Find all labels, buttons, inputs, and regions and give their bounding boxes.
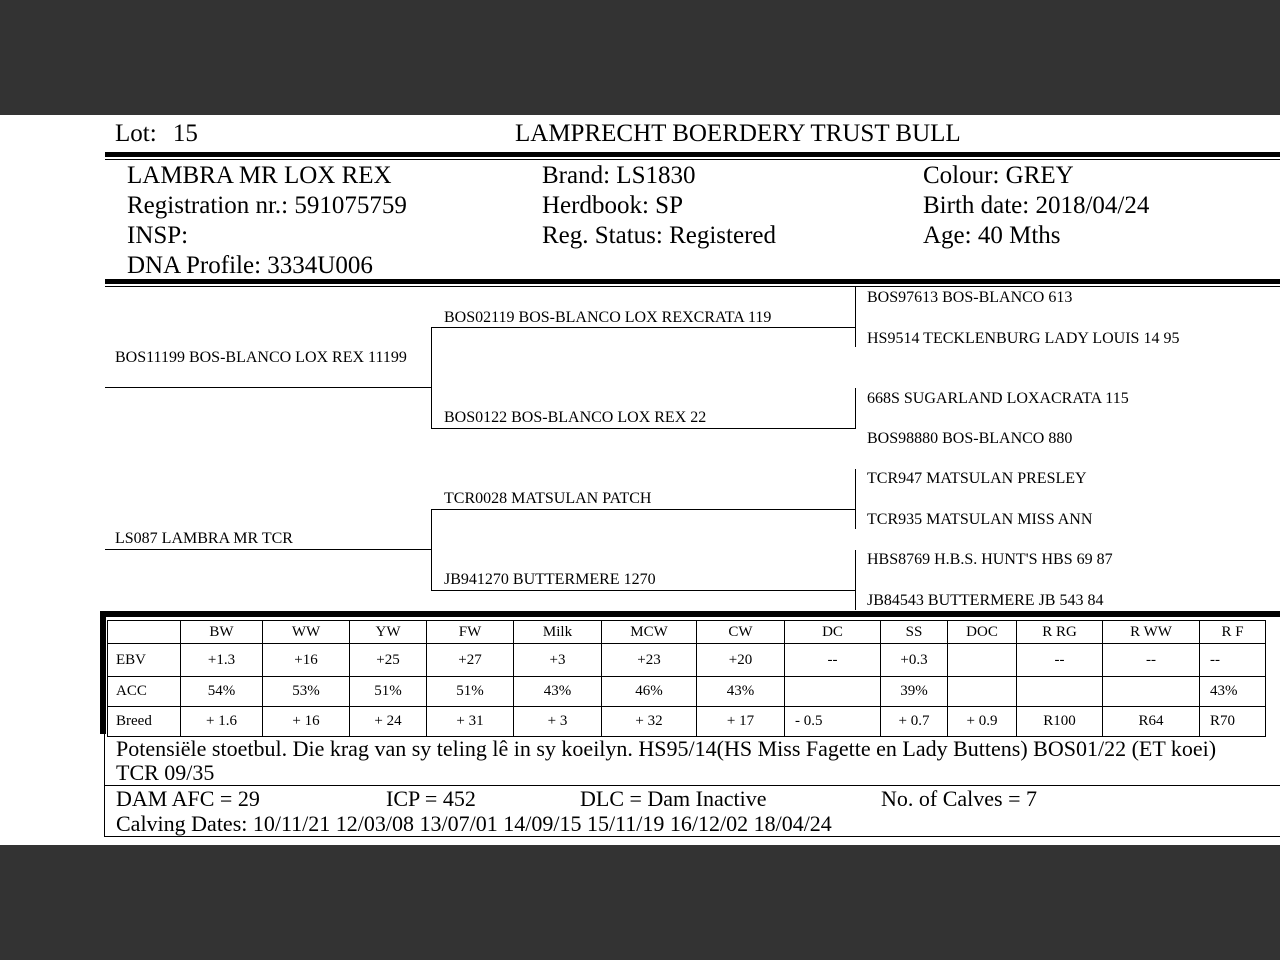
ebv-row-label: EBV	[108, 644, 181, 677]
ebv-cell: --	[1200, 644, 1266, 677]
ebv-cell: --	[785, 644, 881, 677]
ebv-cell: + 3	[514, 707, 602, 737]
dam-info-bottom	[104, 836, 1280, 837]
page-title: LAMPRECHT BOERDERY TRUST BULL	[515, 120, 961, 147]
sire-sire-line	[431, 327, 855, 328]
ebv-cell: 51%	[350, 677, 427, 707]
ebv-cell: + 24	[350, 707, 427, 737]
lot-number: 15	[172, 120, 198, 147]
ebv-cell: +20	[697, 644, 785, 677]
info-rule-thin	[105, 286, 1280, 287]
ebv-cell: 39%	[881, 677, 948, 707]
ebv-cell: + 1.6	[181, 707, 263, 737]
ebv-cell: 46%	[602, 677, 697, 707]
dam-icp: ICP = 452	[386, 786, 476, 811]
ebv-cell	[1103, 677, 1200, 707]
dam-sire-line	[431, 509, 855, 510]
herdbook: Herdbook: SP	[542, 192, 683, 219]
pedigree-ggp-7: HBS8769 H.B.S. HUNT'S HBS 69 87	[867, 551, 1113, 568]
dam-calves: No. of Calves = 7	[881, 786, 1037, 811]
dam-afc: DAM AFC = 29	[116, 786, 260, 811]
comment-line-1: Potensiële stoetbul. Die krag van sy teling lê in sy koeilyn. HS95/14(HS Miss Fagette en Lady Buttens) BOS01/22 (ET koei)	[116, 736, 1217, 761]
registration-number: Registration nr.: 591075759	[127, 192, 407, 219]
table-rule-top	[100, 611, 1280, 617]
pedigree-sire: BOS11199 BOS-BLANCO LOX REX 11199	[115, 349, 407, 366]
pedigree-ggp-2: HS9514 TECKLENBURG LADY LOUIS 14 95	[867, 330, 1180, 347]
ebv-header-cell: YW	[350, 621, 427, 644]
acc-row	[108, 677, 1266, 707]
ebv-cell: +25	[350, 644, 427, 677]
ebv-cell: 43%	[514, 677, 602, 707]
ggp-bracket-4	[855, 550, 856, 610]
ebv-cell	[1017, 677, 1103, 707]
ebv-cell: 54%	[181, 677, 263, 707]
catalogue-page	[0, 115, 1280, 845]
calving-dates: Calving Dates: 10/11/21 12/03/08 13/07/01 14/09/15 15/11/19 16/12/02 18/04/24	[116, 811, 832, 836]
ggp-bracket-3	[855, 469, 856, 529]
sire-dam-line	[431, 428, 855, 429]
insp: INSP:	[127, 222, 189, 249]
birth-date: Birth date: 2018/04/24	[923, 192, 1150, 219]
ebv-cell: --	[1103, 644, 1200, 677]
ebv-cell: 53%	[263, 677, 350, 707]
ebv-header-cell: DC	[785, 621, 881, 644]
brand: Brand: LS1830	[542, 162, 696, 189]
dam-dam-line	[431, 590, 855, 591]
pedigree-ggp-4: BOS98880 BOS-BLANCO 880	[867, 430, 1073, 447]
ebv-cell: +1.3	[181, 644, 263, 677]
lot-label-text: Lot:	[115, 120, 157, 147]
ebv-cell: + 16	[263, 707, 350, 737]
ebv-header-cell: CW	[697, 621, 785, 644]
ebv-cell: + 0.9	[948, 707, 1017, 737]
ebv-row	[108, 644, 1266, 677]
header-rule-thick	[105, 152, 1280, 157]
registration-status: Reg. Status: Registered	[542, 222, 776, 249]
ebv-row-label: ACC	[108, 677, 181, 707]
pedigree-dam-dam: JB941270 BUTTERMERE 1270	[444, 571, 656, 588]
ebv-cell: + 17	[697, 707, 785, 737]
ebv-cell: +0.3	[881, 644, 948, 677]
ebv-header-cell: BW	[181, 621, 263, 644]
animal-name: LAMBRA MR LOX REX	[127, 162, 392, 189]
ebv-header-cell: MCW	[602, 621, 697, 644]
ebv-cell: + 0.7	[881, 707, 948, 737]
ebv-header-cell: Milk	[514, 621, 602, 644]
ebv-cell: +23	[602, 644, 697, 677]
ebv-cell: 43%	[697, 677, 785, 707]
pedigree-sire-sire: BOS02119 BOS-BLANCO LOX REXCRATA 119	[444, 309, 772, 326]
breed-row	[108, 707, 1266, 737]
ebv-cell: +27	[427, 644, 514, 677]
table-rule-left	[100, 611, 106, 734]
dna-profile: DNA Profile: 3334U006	[127, 252, 373, 279]
ebv-cell: + 32	[602, 707, 697, 737]
ebv-cell: 43%	[1200, 677, 1266, 707]
ebv-header-cell	[108, 621, 181, 644]
ebv-header-cell: R WW	[1103, 621, 1200, 644]
ebv-cell: +3	[514, 644, 602, 677]
ebv-cell: --	[1017, 644, 1103, 677]
ebv-cell: R70	[1200, 707, 1266, 737]
sire-line	[105, 387, 432, 388]
ebv-cell	[948, 677, 1017, 707]
ebv-cell: 51%	[427, 677, 514, 707]
ggp-bracket-1	[855, 287, 856, 347]
ebv-cell: + 31	[427, 707, 514, 737]
ebv-header-cell: R F	[1200, 621, 1266, 644]
ebv-header-cell: FW	[427, 621, 514, 644]
ebv-cell	[785, 677, 881, 707]
dam-line	[105, 549, 432, 550]
lot-label	[115, 121, 198, 146]
pedigree-sire-dam: BOS0122 BOS-BLANCO LOX REX 22	[444, 409, 707, 426]
ebv-cell: - 0.5	[785, 707, 881, 737]
ebv-header-cell: SS	[881, 621, 948, 644]
ggp-bracket-2	[855, 388, 856, 429]
age: Age: 40 Mths	[923, 222, 1061, 249]
ebv-cell: +16	[263, 644, 350, 677]
ebv-row-label: Breed	[108, 707, 181, 737]
ebv-cell	[948, 644, 1017, 677]
ebv-header-cell: R RG	[1017, 621, 1103, 644]
pedigree-ggp-3: 668S SUGARLAND LOXACRATA 115	[867, 390, 1129, 407]
pedigree-ggp-6: TCR935 MATSULAN MISS ANN	[867, 511, 1093, 528]
pedigree-dam: LS087 LAMBRA MR TCR	[115, 530, 293, 547]
ebv-cell: R64	[1103, 707, 1200, 737]
ebv-header-cell: DOC	[948, 621, 1017, 644]
ebv-table	[107, 620, 1266, 737]
comment-line-2: TCR 09/35	[116, 760, 215, 785]
sire-bracket	[431, 327, 432, 428]
dam-bracket	[431, 509, 432, 590]
pedigree-dam-sire: TCR0028 MATSULAN PATCH	[444, 490, 652, 507]
dam-dlc: DLC = Dam Inactive	[580, 786, 767, 811]
ebv-header-cell: WW	[263, 621, 350, 644]
ebv-cell: R100	[1017, 707, 1103, 737]
pedigree-ggp-5: TCR947 MATSULAN PRESLEY	[867, 470, 1087, 487]
ebv-header-row	[108, 621, 1266, 644]
pedigree-ggp-8: JB84543 BUTTERMERE JB 543 84	[867, 592, 1104, 609]
header-rule-thin	[105, 159, 1280, 160]
colour: Colour: GREY	[923, 162, 1074, 189]
pedigree-ggp-1: BOS97613 BOS-BLANCO 613	[867, 289, 1073, 306]
info-rule-thick	[105, 279, 1280, 284]
